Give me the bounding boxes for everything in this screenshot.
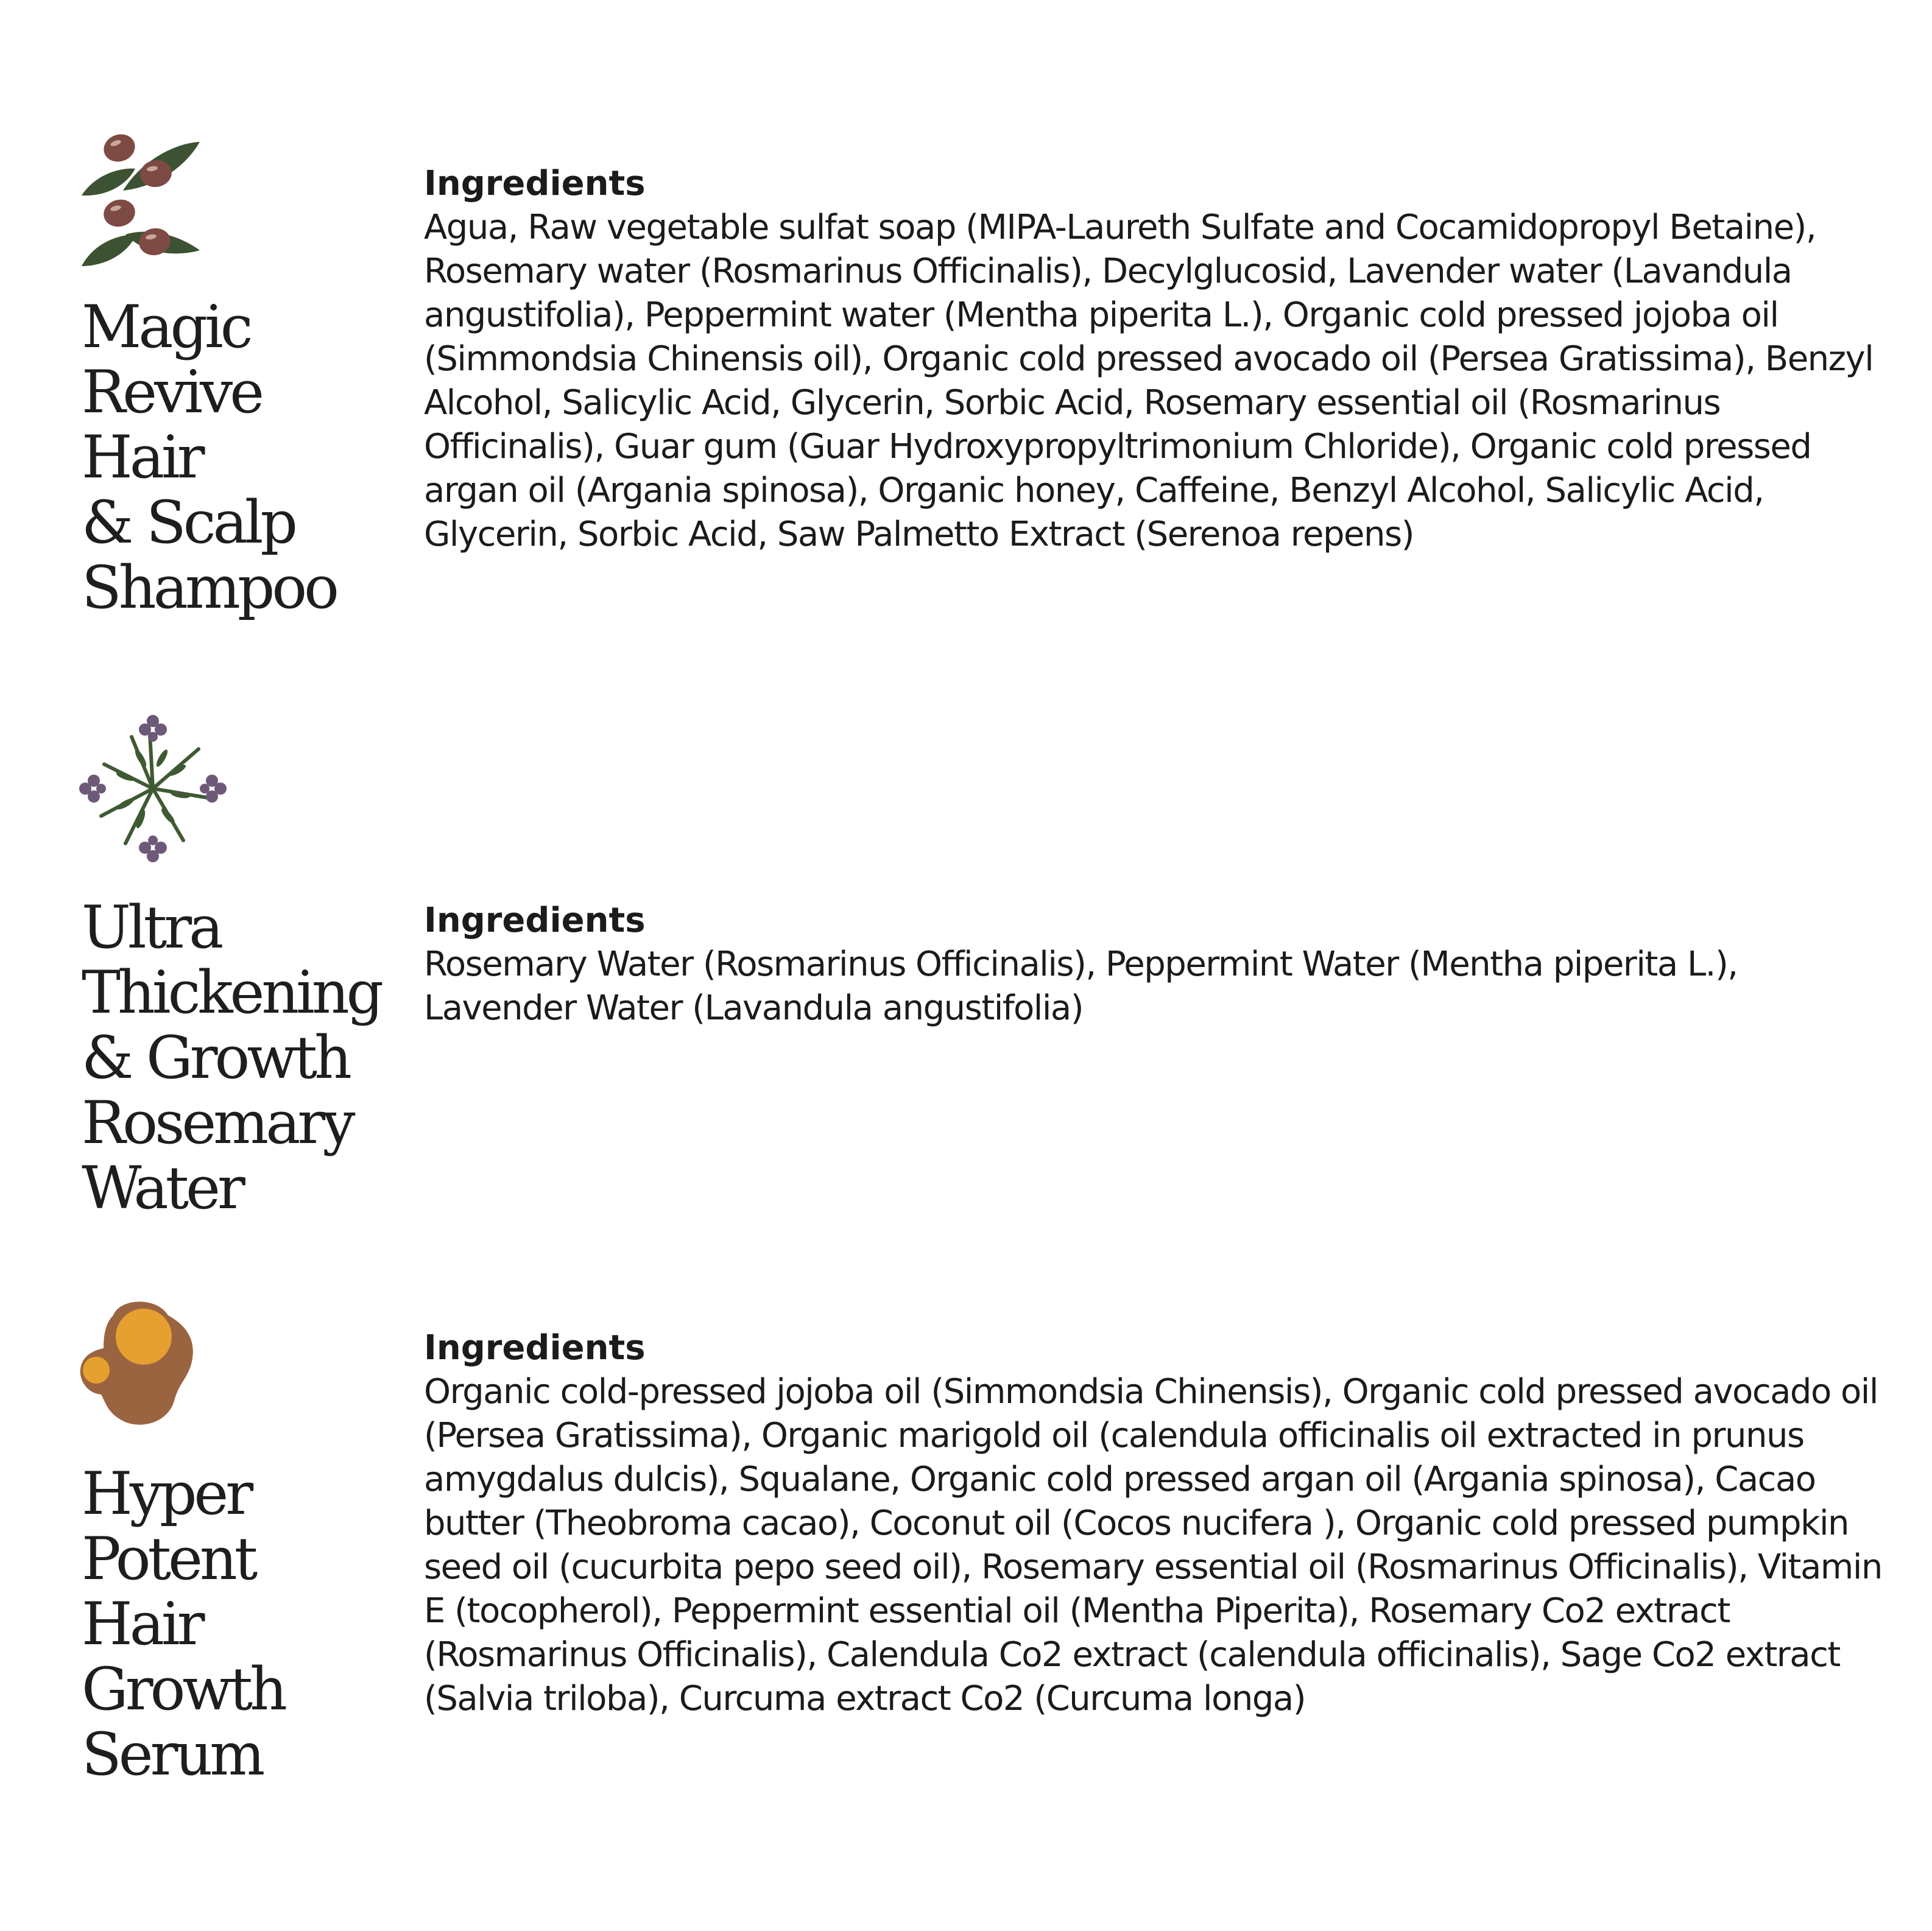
- product-name-line: Thickening: [82, 958, 381, 1027]
- ingredients-block-rosemary-water: [424, 899, 1898, 1030]
- product-name-rosemary-water: [82, 895, 381, 1221]
- ingredients-block-serum: [424, 1326, 1898, 1721]
- product-name-line: Revive: [82, 358, 262, 426]
- product-name-serum: [82, 1461, 284, 1787]
- product-name-line: Shampoo: [82, 554, 336, 622]
- ingredients-list: Agua, Raw vegetable sulfat soap (MIPA-Laureth Sulfate and Cocamidopropyl Betaine), Rosemary water (Rosmarinus Officinalis), Decylglucosid, Lavender water (Lavandula angustifolia), Peppermint water (Mentha piperita L.), Organic cold pressed jojoba oil (Simmondsia Chinensis oil), Organic cold pressed avocado oil (Persea Gratissima), Benzyl Alcohol, Salicylic Acid, Glycerin, Sorbic Acid, Rosemary essential oil (Rosmarinus Officinalis), Guar gum (Guar Hydroxypropyltrimonium Chloride), Organic cold pressed argan oil (Argania spinosa), Organic honey, Caffeine, Benzyl Alcohol, Salicylic Acid, Glycerin, Sorbic Acid, Saw Palmetto Extract (Serenoa repens): [424, 208, 1874, 554]
- product-name-line: Growth: [82, 1655, 284, 1723]
- olive-branch-icon: [77, 131, 205, 271]
- ingredients-list: Rosemary Water (Rosmarinus Officinalis), Peppermint Water (Mentha piperita L.), Lavender Water (Lavandula angustifolia): [424, 944, 1738, 1028]
- product-name-shampoo: [82, 295, 336, 621]
- product-name-line: Serum: [82, 1720, 263, 1789]
- product-name-line: Magic: [82, 293, 250, 361]
- rosemary-lavender-icon: [77, 712, 229, 865]
- product-name-line: Water: [82, 1154, 242, 1222]
- turmeric-root-icon: [77, 1297, 199, 1431]
- product-name-line: Hyper: [82, 1460, 251, 1528]
- product-name-line: & Scalp: [82, 488, 295, 557]
- ingredients-block-shampoo: [424, 162, 1898, 557]
- ingredients-heading: Ingredients: [424, 1328, 646, 1368]
- product-name-line: Hair: [82, 1590, 202, 1658]
- product-name-line: & Growth: [82, 1024, 349, 1092]
- product-name-line: Rosemary: [82, 1089, 353, 1157]
- ingredients-list: Organic cold-pressed jojoba oil (Simmondsia Chinensis), Organic cold pressed avocado oil (Persea Gratissima), Organic marigold oil (calendula officinalis oil extracted in prunus amygdalus dulcis), Squalane, Organic cold pressed argan oil (Argania spinosa), Cacao butter (Theobroma cacao), Coconut oil (Cocos nucifera ), Organic cold pressed pumpkin seed oil (cucurbita pepo seed oil), Rosemary essential oil (Rosmarinus Officinalis), Vitamin E (tocopherol), Peppermint essential oil (Mentha Piperita), Rosemary Co2 extract (Rosmarinus Officinalis), Calendula Co2 extract (calendula officinalis), Sage Co2 extract (Salvia triloba), Curcuma extract Co2 (Curcuma longa): [424, 1372, 1882, 1718]
- ingredients-heading: Ingredients: [424, 164, 646, 203]
- ingredients-heading: Ingredients: [424, 901, 646, 940]
- product-name-line: Potent: [82, 1525, 255, 1593]
- product-name-line: Hair: [82, 423, 202, 491]
- product-name-line: Ultra: [82, 893, 221, 962]
